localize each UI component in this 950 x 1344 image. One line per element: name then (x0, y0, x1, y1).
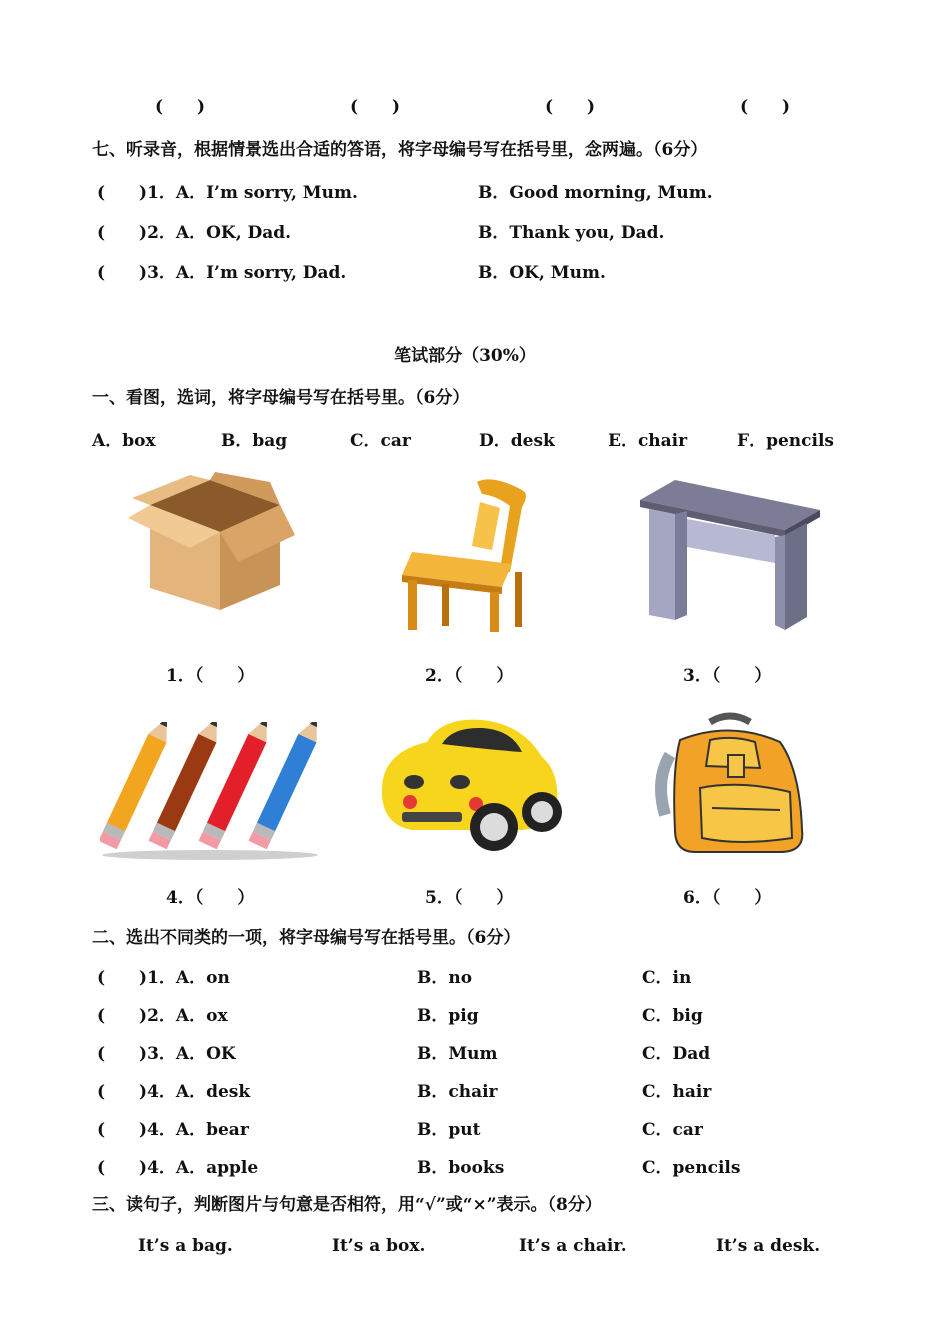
question-item[interactable]: ( )4．A．bear (97, 1120, 249, 1140)
option-b: B．Thank you, Dad. (478, 223, 665, 243)
desk-icon (635, 475, 825, 635)
picture-label[interactable]: 5．（ ） (425, 888, 514, 908)
picture-label[interactable]: 6．（ ） (683, 888, 772, 908)
option-b: B．put (417, 1120, 481, 1140)
word-option: F．pencils (737, 431, 834, 451)
written-part-title: 笔试部分（30%） (394, 346, 536, 366)
question-item[interactable]: ( )1．A．I’m sorry, Mum. (97, 183, 358, 203)
question-item[interactable]: ( )3．A．I’m sorry, Dad. (97, 263, 347, 283)
word-option: A．box (92, 431, 156, 451)
option-b: B．no (417, 968, 473, 988)
box-icon (120, 470, 300, 615)
option-c: C．big (642, 1006, 703, 1026)
chair-icon (372, 472, 557, 642)
answer-bracket[interactable]: ( ) (545, 97, 596, 117)
word-option: E．chair (608, 431, 688, 451)
option-b: B．Good morning, Mum. (478, 183, 713, 203)
car-icon (372, 712, 564, 862)
option-b: B．Mum (417, 1044, 498, 1064)
section7-title: 七、听录音，根据情景选出合适的答语，将字母编号写在括号里，念两遍。（6分） (92, 140, 708, 160)
part1-title: 一、看图，选词，将字母编号写在括号里。（6分） (92, 388, 470, 408)
option-c: C．hair (642, 1082, 712, 1102)
question-item[interactable]: ( )1．A．on (97, 968, 230, 988)
question-item[interactable]: ( )4．A．desk (97, 1082, 251, 1102)
bag-icon (640, 710, 820, 860)
question-item[interactable]: ( )2．A．OK, Dad. (97, 223, 292, 243)
option-b: B．pig (417, 1006, 479, 1026)
option-c: C．car (642, 1120, 703, 1140)
question-item[interactable]: ( )3．A．OK (97, 1044, 236, 1064)
picture-label[interactable]: 2．（ ） (425, 666, 514, 686)
option-c: C．Dad (642, 1044, 711, 1064)
part3-title: 三、读句子，判断图片与句意是否相符，用“√”或“×”表示。（8分） (92, 1195, 602, 1215)
question-item[interactable]: ( )2．A．ox (97, 1006, 228, 1026)
pencils-icon (100, 722, 322, 864)
option-b: B．OK, Mum. (478, 263, 606, 283)
option-c: C．pencils (642, 1158, 741, 1178)
answer-bracket[interactable]: ( ) (350, 97, 401, 117)
word-option: D．desk (479, 431, 555, 451)
sentence: It’s a chair. (519, 1236, 627, 1256)
picture-label[interactable]: 1．（ ） (166, 666, 255, 686)
option-b: B．chair (417, 1082, 498, 1102)
option-b: B．books (417, 1158, 505, 1178)
sentence: It’s a bag. (138, 1236, 233, 1256)
part2-title: 二、选出不同类的一项，将字母编号写在括号里。（6分） (92, 928, 521, 948)
picture-label[interactable]: 3．（ ） (683, 666, 772, 686)
sentence: It’s a desk. (716, 1236, 821, 1256)
answer-bracket[interactable]: ( ) (740, 97, 791, 117)
word-option: B．bag (221, 431, 288, 451)
word-option: C．car (350, 431, 411, 451)
sentence: It’s a box. (332, 1236, 426, 1256)
question-item[interactable]: ( )4．A．apple (97, 1158, 259, 1178)
picture-label[interactable]: 4．（ ） (166, 888, 255, 908)
option-c: C．in (642, 968, 692, 988)
answer-bracket[interactable]: ( ) (155, 97, 206, 117)
